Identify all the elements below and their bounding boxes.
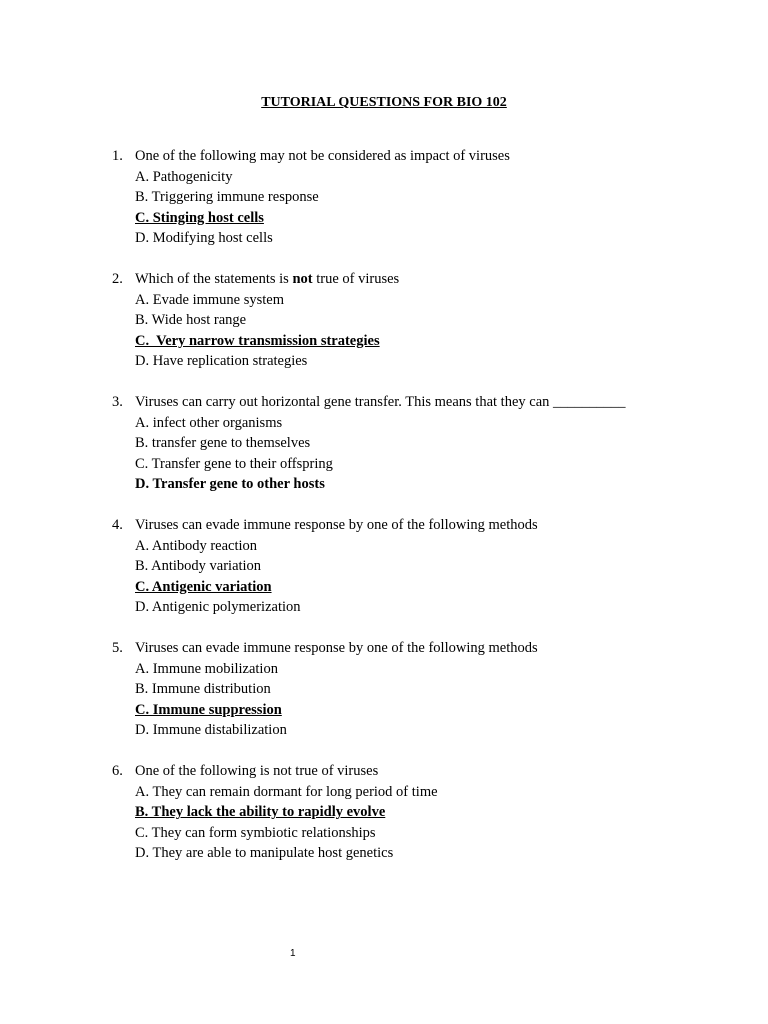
question-number: 3. xyxy=(112,394,123,410)
option-b: B. transfer gene to themselves xyxy=(135,435,311,452)
option-d: D. Antigenic polymerization xyxy=(135,599,301,616)
question-6 xyxy=(112,761,672,864)
question-number: 5. xyxy=(112,640,123,656)
question-text: Viruses can evade immune response by one of the following methods xyxy=(135,640,538,656)
option-c-answer: C. Immune suppression xyxy=(135,701,282,718)
question-text: One of the following is not true of viruses xyxy=(135,763,379,779)
option-a: A. infect other organisms xyxy=(135,414,283,431)
option-b-answer: B. They lack the ability to rapidly evolve xyxy=(135,804,386,821)
question-text: Viruses can evade immune response by one of the following methods xyxy=(135,517,538,533)
option-c-answer: C. Very narrow transmission strategies xyxy=(135,332,380,349)
question-4 xyxy=(112,515,672,618)
option-a: A. Antibody reaction xyxy=(135,537,258,554)
option-a: A. They can remain dormant for long period of time xyxy=(135,783,438,800)
option-b: B. Antibody variation xyxy=(135,558,262,575)
option-c-answer: C. Antigenic variation xyxy=(135,578,272,595)
question-text-emphasis: not xyxy=(292,271,313,287)
question-stem xyxy=(112,761,672,782)
question-2 xyxy=(112,269,672,372)
question-text-before: Which of the statements is xyxy=(135,271,293,287)
question-stem xyxy=(112,515,672,536)
option-d: D. Have replication strategies xyxy=(135,353,308,370)
question-text: Viruses can carry out horizontal gene transfer. This means that they can __________ xyxy=(135,394,626,410)
question-text: One of the following may not be considered as impact of viruses xyxy=(135,148,510,164)
option-a: A. Evade immune system xyxy=(135,291,285,308)
option-d: D. They are able to manipulate host genetics xyxy=(135,845,394,862)
option-c: C. They can form symbiotic relationships xyxy=(135,824,376,841)
option-b: B. Triggering immune response xyxy=(135,189,319,206)
option-d-answer: D. Transfer gene to other hosts xyxy=(135,476,325,493)
question-number: 4. xyxy=(112,517,123,533)
page-title: TUTORIAL QUESTIONS FOR BIO 102 xyxy=(261,95,507,110)
question-stem xyxy=(112,392,672,413)
option-c: C. Transfer gene to their offspring xyxy=(135,455,333,472)
question-stem xyxy=(112,269,672,290)
option-d: D. Modifying host cells xyxy=(135,230,273,247)
option-a: A. Immune mobilization xyxy=(135,660,278,677)
option-a: A. Pathogenicity xyxy=(135,168,233,185)
option-d: D. Immune distabilization xyxy=(135,722,287,739)
question-5 xyxy=(112,638,672,741)
question-number: 1. xyxy=(112,148,123,164)
option-b: B. Immune distribution xyxy=(135,681,271,698)
option-c-answer: C. Stinging host cells xyxy=(135,209,264,226)
question-stem xyxy=(112,146,672,167)
question-text-after: true of viruses xyxy=(312,271,400,287)
question-3 xyxy=(112,392,672,495)
question-number: 2. xyxy=(112,271,123,287)
option-b: B. Wide host range xyxy=(135,312,247,329)
question-1 xyxy=(112,146,672,249)
page-number: 1 xyxy=(290,948,296,959)
question-stem xyxy=(112,638,672,659)
question-number: 6. xyxy=(112,763,123,779)
